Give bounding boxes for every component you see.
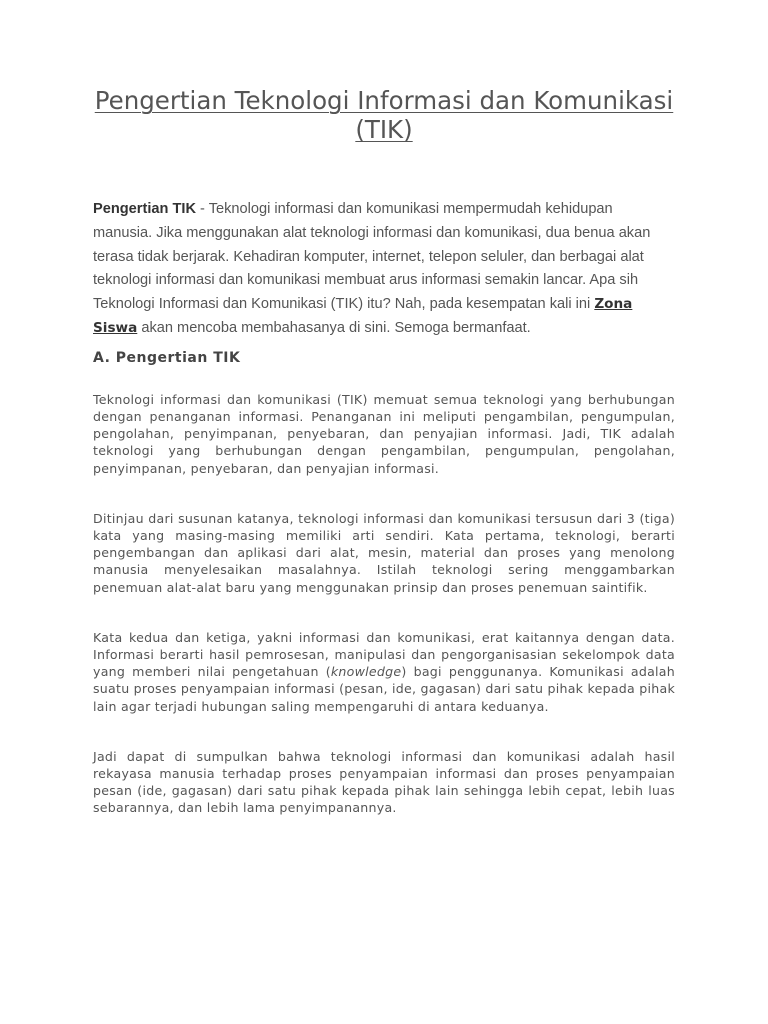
body-paragraph-2: Ditinjau dari susunan katanya, teknologi informasi dan komunikasi tersusun dari 3 (tiga) kata yang masing-masing memiliki arti sendiri. Kata pertama, teknologi, berarti pengembangan dan aplikasi dari alat, mesin, material dan proses yang menolong manusia menyelesaikan masalahnya. Istilah teknologi sering menggambarkan penemuan alat-alat baru yang menggunakan prinsip dan proses penemuan saintifik. [93,510,675,595]
intro-text-before-link: - Teknologi informasi dan komunikasi mempermudah kehidupan manusia. Jika menggunakan alat teknologi informasi dan komunikasi, dua benua akan terasa tidak berjarak. Kehadiran komputer, internet, telepon seluler, dan berbagai alat teknologi informasi dan komunikasi membuat arus informasi semakin lancar. Apa sih Teknologi Informasi dan Komunikasi (TIK) itu? Nah, pada kesempatan kali ini [93,201,651,313]
intro-lead: Pengertian TIK [93,201,196,217]
p3-italic-term: knowledge [330,664,402,680]
p3-text-after: ) bagi penggunanya. Komunikasi adalah suatu proses penyampaian informasi (pesan, ide, gagasan) dari satu pihak kepada pihak lain agar terjadi hubungan saling mempengaruhi di antara keduanya. [93,664,675,714]
body-paragraph-4: Jadi dapat di sumpulkan bahwa teknologi informasi dan komunikasi adalah hasil rekayasa manusia terhadap proses penyampaian informasi dan proses penyampaian pesan (ide, gagasan) dari satu pihak kepada pihak lain sehingga lebih cepat, lebih luas sebarannya, dan lebih lama penyimpanannya. [93,748,675,816]
intro-paragraph [93,198,675,341]
zona-siswa-link[interactable]: Zona Siswa [93,296,633,336]
intro-text-after-link: akan mencoba membahasanya di sini. Semoga bermanfaat. [137,319,531,336]
body-paragraph-1: Teknologi informasi dan komunikasi (TIK) memuat semua teknologi yang berhubungan dengan penanganan informasi. Penanganan ini meliputi pengambilan, pengumpulan, pengolahan, penyimpanan, penyebaran, dan penyajian informasi. Jadi, TIK adalah teknologi yang berhubungan dengan pengambilan, pengumpulan, pengolahan, penyimpanan, penyebaran, dan penyajian informasi. [93,391,675,476]
document-page [93,86,675,817]
section-heading: A. Pengertian TIK [93,349,241,366]
p3-text-before: Kata kedua dan ketiga, yakni informasi dan komunikasi, erat kaitannya dengan data. Informasi berarti hasil pemrosesan, manipulasi dan pengorganisasian sekelompok data yang memberi nilai pengetahuan ( [93,629,675,680]
body-paragraph-3 [93,629,675,715]
page-title: Pengertian Teknologi Informasi dan Komunikasi (TIK) [94,86,674,144]
